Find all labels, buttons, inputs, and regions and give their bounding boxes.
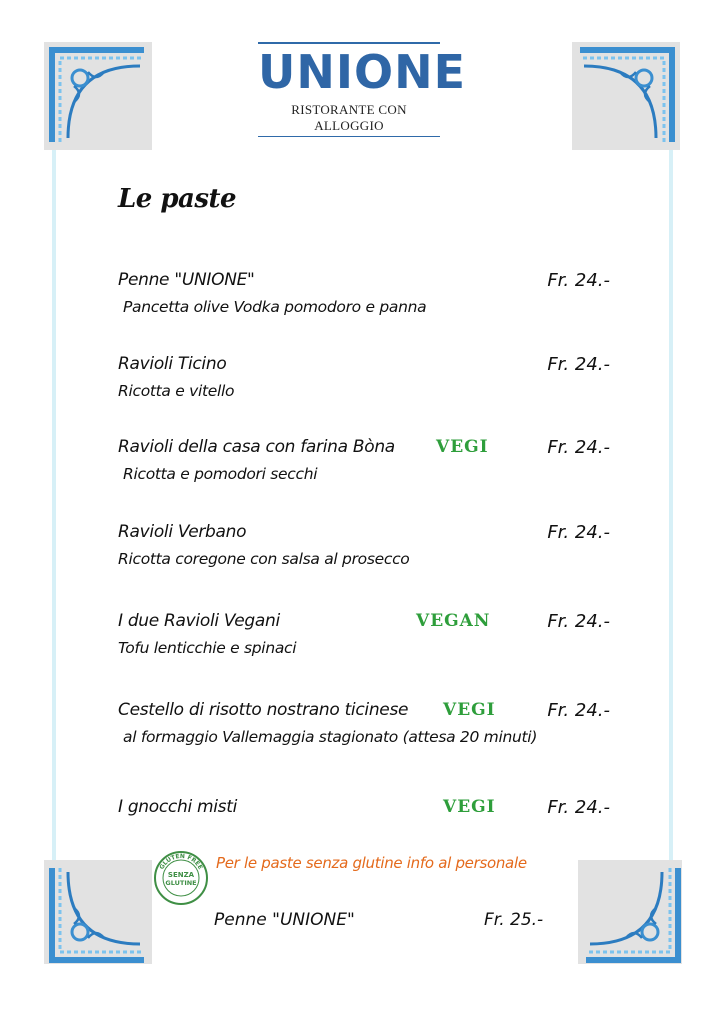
vegi-tag: VEGI [436,437,489,457]
menu-item-price: Fr. 24.- [547,522,610,543]
vegi-tag: VEGI [443,797,496,817]
menu-item-price: Fr. 24.- [547,611,610,632]
ornament-icon [44,42,152,150]
menu-item-description: Tofu lenticchie e spinaci [118,639,297,657]
menu-item [118,270,618,316]
logo-divider [258,42,440,44]
menu-item-price: Fr. 24.- [547,270,610,291]
menu-item-price: Fr. 24.- [547,437,610,458]
menu-item-price: Fr. 24.- [547,700,610,721]
menu-item-description: al formaggio Vallemaggia stagionato (attesa 20 minuti) [123,728,538,746]
menu-item-description: Ricotta e pomodori secchi [123,465,318,483]
menu-item-price: Fr. 24.- [547,797,610,818]
menu-item-price: Fr. 24.- [547,354,610,375]
restaurant-logo [258,42,466,137]
vegi-tag: VEGI [443,700,496,720]
menu-item-name: Penne "UNIONE" [118,270,255,290]
ornament-icon [44,860,152,964]
menu-item [118,797,618,817]
menu-item [118,611,618,657]
menu-item-name: Ravioli Ticino [118,354,227,374]
brand-name: UNIONE [258,45,466,99]
gluten-free-badge-icon [153,850,209,906]
logo-divider [258,136,440,137]
corner-ornament-top-right [572,42,680,150]
gluten-free-note: Per le paste senza glutine info al personale [216,854,527,872]
corner-ornament-bottom-left [44,860,152,964]
menu-item-description: Ricotta coregone con salsa al prosecco [118,550,410,568]
corner-ornament-bottom-right [578,860,682,964]
gluten-free-item-name: Penne "UNIONE" [214,910,355,930]
ornament-icon [578,860,682,964]
badge-arc-text: GLUTEN FREE [158,852,204,871]
gluten-free-item-price: Fr. 25.- [484,910,544,930]
menu-item [118,700,618,746]
menu-item-description: Pancetta olive Vodka pomodoro e panna [123,298,427,316]
ornament-icon [572,42,680,150]
section-heading: Le paste [118,184,237,214]
menu-item-name: I due Ravioli Vegani [118,611,280,631]
badge-line-1: SENZA [167,871,195,879]
menu-item-name: Cestello di risotto nostrano ticinese [118,700,409,720]
menu-item [118,522,618,568]
menu-item-name: I gnocchi misti [118,797,238,817]
menu-item-name: Ravioli Verbano [118,522,247,542]
vegan-tag: VEGAN [416,611,491,631]
menu-item-description: Ricotta e vitello [118,382,235,400]
badge-line-2: GLUTINE [165,879,197,887]
menu-item [118,437,618,483]
brand-subtitle: RISTORANTE CON ALLOGGIO [291,102,407,133]
menu-item-name: Ravioli della casa con farina Bòna [118,437,395,457]
menu-item [118,354,618,400]
corner-ornament-top-left [44,42,152,150]
